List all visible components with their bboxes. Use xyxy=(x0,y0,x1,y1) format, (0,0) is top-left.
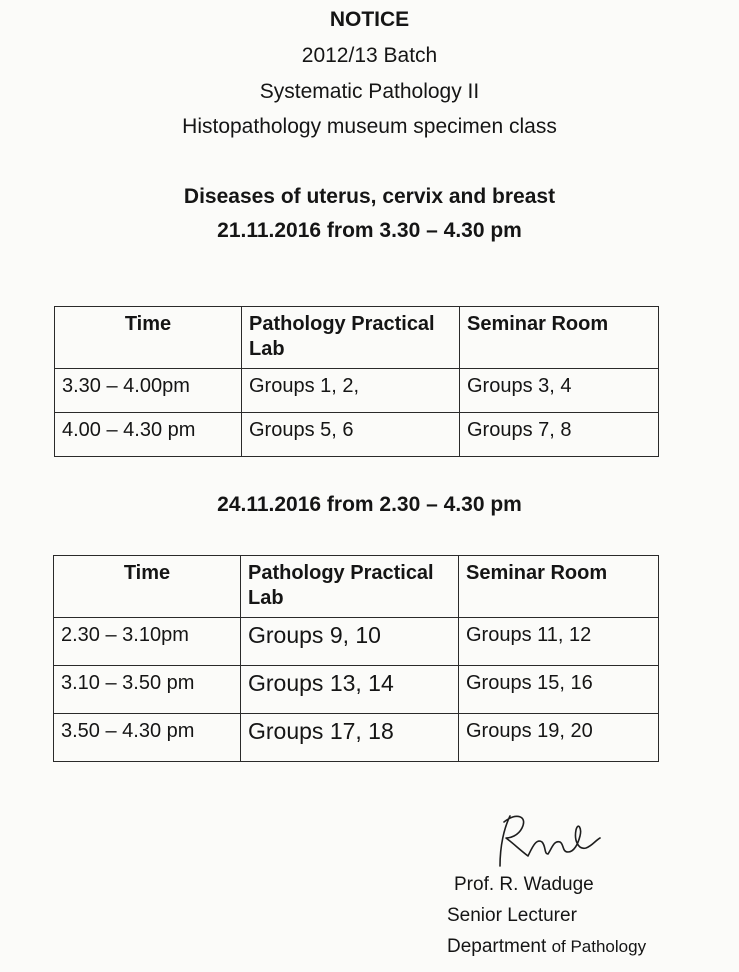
signatory-name: Prof. R. Waduge xyxy=(454,874,594,895)
header-seminar: Seminar Room xyxy=(460,307,659,369)
cell-lab: Groups 1, 2, xyxy=(242,369,460,413)
header-time: Time xyxy=(54,556,241,618)
session1-table xyxy=(54,306,659,457)
course-line: Systematic Pathology II xyxy=(259,80,480,103)
table-row xyxy=(54,714,659,762)
header-lab: Pathology Practical Lab xyxy=(242,307,460,369)
notice-heading: NOTICE xyxy=(329,8,410,31)
cell-time: 3.10 – 3.50 pm xyxy=(54,666,241,714)
header-lab: Pathology Practical Lab xyxy=(241,556,459,618)
table-row xyxy=(55,413,659,457)
table-row xyxy=(54,618,659,666)
department-suffix: of Pathology xyxy=(551,937,647,956)
header-time: Time xyxy=(55,307,242,369)
table-row xyxy=(55,369,659,413)
header-seminar: Seminar Room xyxy=(459,556,659,618)
handwritten-signature xyxy=(488,808,618,878)
signature-block xyxy=(447,869,646,962)
session2-date: 24.11.2016 from 2.30 – 4.30 pm xyxy=(217,493,522,516)
cell-seminar: Groups 11, 12 xyxy=(459,618,659,666)
cell-lab: Groups 5, 6 xyxy=(242,413,460,457)
cell-seminar: Groups 7, 8 xyxy=(460,413,659,457)
department-word: Department xyxy=(447,936,547,957)
cell-seminar: Groups 15, 16 xyxy=(459,666,659,714)
cell-time: 2.30 – 3.10pm xyxy=(54,618,241,666)
cell-time: 3.30 – 4.00pm xyxy=(55,369,242,413)
cell-time: 4.00 – 4.30 pm xyxy=(55,413,242,457)
table-header-row xyxy=(54,556,659,618)
cell-seminar: Groups 19, 20 xyxy=(459,714,659,762)
signatory-department xyxy=(447,931,646,962)
session1-date: 21.11.2016 from 3.30 – 4.30 pm xyxy=(217,219,522,242)
cell-lab: Groups 9, 10 xyxy=(241,618,459,666)
cell-lab: Groups 13, 14 xyxy=(241,666,459,714)
cell-lab: Groups 17, 18 xyxy=(241,714,459,762)
class-line: Histopathology museum specimen class xyxy=(182,115,557,138)
topic-line: Diseases of uterus, cervix and breast xyxy=(183,185,556,208)
table-header-row xyxy=(55,307,659,369)
batch-line: 2012/13 Batch xyxy=(301,44,438,67)
signatory-title: Senior Lecturer xyxy=(447,905,577,926)
cell-seminar: Groups 3, 4 xyxy=(460,369,659,413)
table-row xyxy=(54,666,659,714)
cell-time: 3.50 – 4.30 pm xyxy=(54,714,241,762)
session2-table xyxy=(53,555,659,762)
